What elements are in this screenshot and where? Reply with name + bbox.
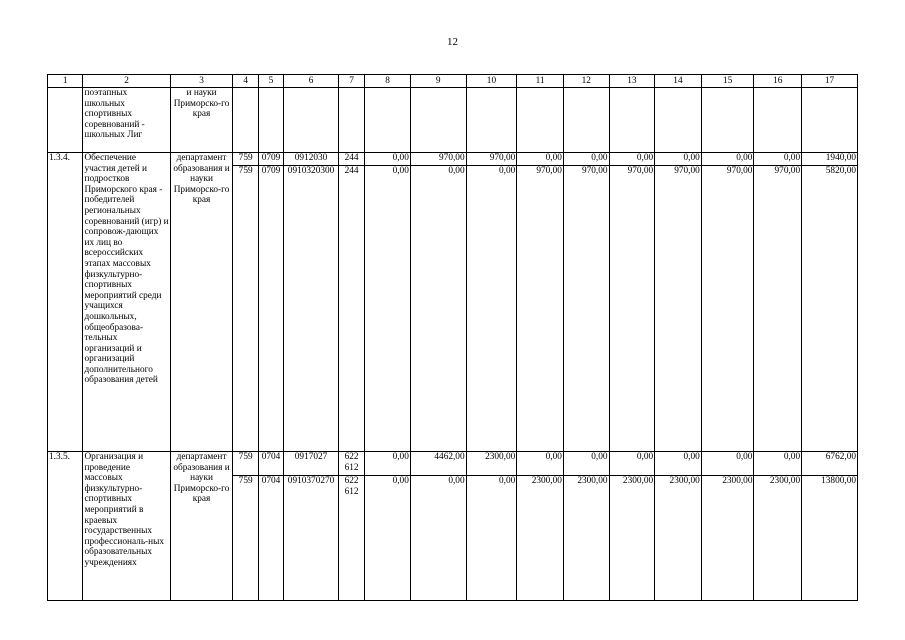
cell-value: 2300,00 [754, 476, 802, 601]
header-cell: 5 [258, 75, 283, 88]
empty-cell [466, 88, 517, 153]
empty-cell [517, 88, 564, 153]
cell-expense-type: 244 [338, 153, 364, 166]
header-cell: 3 [170, 75, 233, 88]
department-cell: департамент образования и науки Приморско-го края [170, 153, 233, 452]
cell-value: 0,00 [410, 476, 466, 601]
cell-value: 0,00 [754, 153, 802, 166]
header-cell: 4 [233, 75, 258, 88]
table-row [48, 452, 858, 476]
cell-value: 0,00 [410, 166, 466, 452]
item-number-cell: 1.3.5. [48, 452, 83, 601]
cell-total: 5820,00 [802, 166, 858, 452]
department-cell: и науки Приморско-го края [170, 88, 233, 153]
cell-value: 0,00 [609, 153, 655, 166]
cell-value: 0,00 [701, 452, 754, 476]
cell-target-article: 0910370270 [284, 476, 339, 601]
cell-value: 0,00 [466, 166, 517, 452]
header-cell: 12 [563, 75, 609, 88]
header-row [48, 75, 858, 88]
empty-cell [802, 88, 858, 153]
header-cell: 8 [365, 75, 411, 88]
cell-value: 970,00 [655, 166, 702, 452]
cell-grbs: 759 [233, 452, 258, 476]
empty-cell [410, 88, 466, 153]
cell-value: 4462,00 [410, 452, 466, 476]
continuation-row [48, 88, 858, 153]
cell-expense-type: 244 [338, 166, 364, 452]
cell-value: 0,00 [365, 153, 411, 166]
cell-section: 0704 [258, 476, 283, 601]
table-row [48, 153, 858, 166]
empty-cell [338, 88, 364, 153]
cell-value: 2300,00 [466, 452, 517, 476]
header-cell: 6 [284, 75, 339, 88]
cell-value: 0,00 [517, 153, 564, 166]
cell-value: 970,00 [466, 153, 517, 166]
cell-value: 0,00 [563, 452, 609, 476]
cell-value: 970,00 [609, 166, 655, 452]
cell-value: 0,00 [655, 452, 702, 476]
cell-value: 0,00 [365, 166, 411, 452]
empty-cell [563, 88, 609, 153]
cell-value: 2300,00 [563, 476, 609, 601]
empty-cell [284, 88, 339, 153]
cell-value: 970,00 [754, 166, 802, 452]
cell-value: 2300,00 [701, 476, 754, 601]
cell-value: 0,00 [517, 452, 564, 476]
cell-expense-type: 622 612 [338, 476, 364, 601]
department-cell: департамент образования и науки Приморско-го края [170, 452, 233, 601]
header-cell: 2 [83, 75, 170, 88]
cell-value: 0,00 [365, 452, 411, 476]
cell-value: 970,00 [563, 166, 609, 452]
cell-section: 0709 [258, 166, 283, 452]
page-number: 12 [447, 36, 458, 48]
item-number-cell: 1.3.4. [48, 153, 83, 452]
cell-value: 2300,00 [517, 476, 564, 601]
cell-value: 0,00 [466, 476, 517, 601]
cell-value: 0,00 [563, 153, 609, 166]
cell-total: 1940,00 [802, 153, 858, 166]
header-cell: 7 [338, 75, 364, 88]
item-number-cell [48, 88, 83, 153]
cell-value: 0,00 [609, 452, 655, 476]
cell-target-article: 0917027 [284, 452, 339, 476]
header-cell: 16 [754, 75, 802, 88]
empty-cell [655, 88, 702, 153]
cell-value: 0,00 [701, 153, 754, 166]
cell-expense-type: 622 612 [338, 452, 364, 476]
cell-value: 0,00 [754, 452, 802, 476]
cell-total: 6762,00 [802, 452, 858, 476]
item-description: Организация и проведение массовых физкультурно-спортивных мероприятий в краевых государственных профессиональ-ных образовательных учреждениях [83, 452, 170, 601]
cell-target-article: 0912030 [284, 153, 339, 166]
cell-grbs: 759 [233, 166, 258, 452]
header-cell: 17 [802, 75, 858, 88]
header-cell: 9 [410, 75, 466, 88]
cell-value: 970,00 [517, 166, 564, 452]
header-cell: 15 [701, 75, 754, 88]
header-cell: 1 [48, 75, 83, 88]
empty-cell [233, 88, 258, 153]
empty-cell [258, 88, 283, 153]
cell-total: 13800,00 [802, 476, 858, 601]
cell-value: 970,00 [701, 166, 754, 452]
empty-cell [365, 88, 411, 153]
cell-target-article: 0910320300 [284, 166, 339, 452]
empty-cell [701, 88, 754, 153]
item-description: Обеспечение участия детей и подростков Приморского края - победителей региональных соревнований (игр) и сопровож-дающих их лиц во всероссийских этапах массовых физкультурно-спортивных мероприятий среди учащихся дошкольных, общеобразова-тельных организаций и организаций дополнительного образования детей [83, 153, 170, 452]
cell-value: 0,00 [365, 476, 411, 601]
cell-value: 2300,00 [609, 476, 655, 601]
budget-table [47, 74, 858, 601]
cell-value: 2300,00 [655, 476, 702, 601]
header-cell: 14 [655, 75, 702, 88]
cell-section: 0704 [258, 452, 283, 476]
header-cell: 10 [466, 75, 517, 88]
item-description: поэтапных школьных спортивных соревнований - школьных Лиг [83, 88, 170, 153]
cell-value: 0,00 [655, 153, 702, 166]
cell-section: 0709 [258, 153, 283, 166]
header-cell: 11 [517, 75, 564, 88]
header-cell: 13 [609, 75, 655, 88]
cell-grbs: 759 [233, 476, 258, 601]
cell-grbs: 759 [233, 153, 258, 166]
empty-cell [609, 88, 655, 153]
empty-cell [754, 88, 802, 153]
cell-value: 970,00 [410, 153, 466, 166]
